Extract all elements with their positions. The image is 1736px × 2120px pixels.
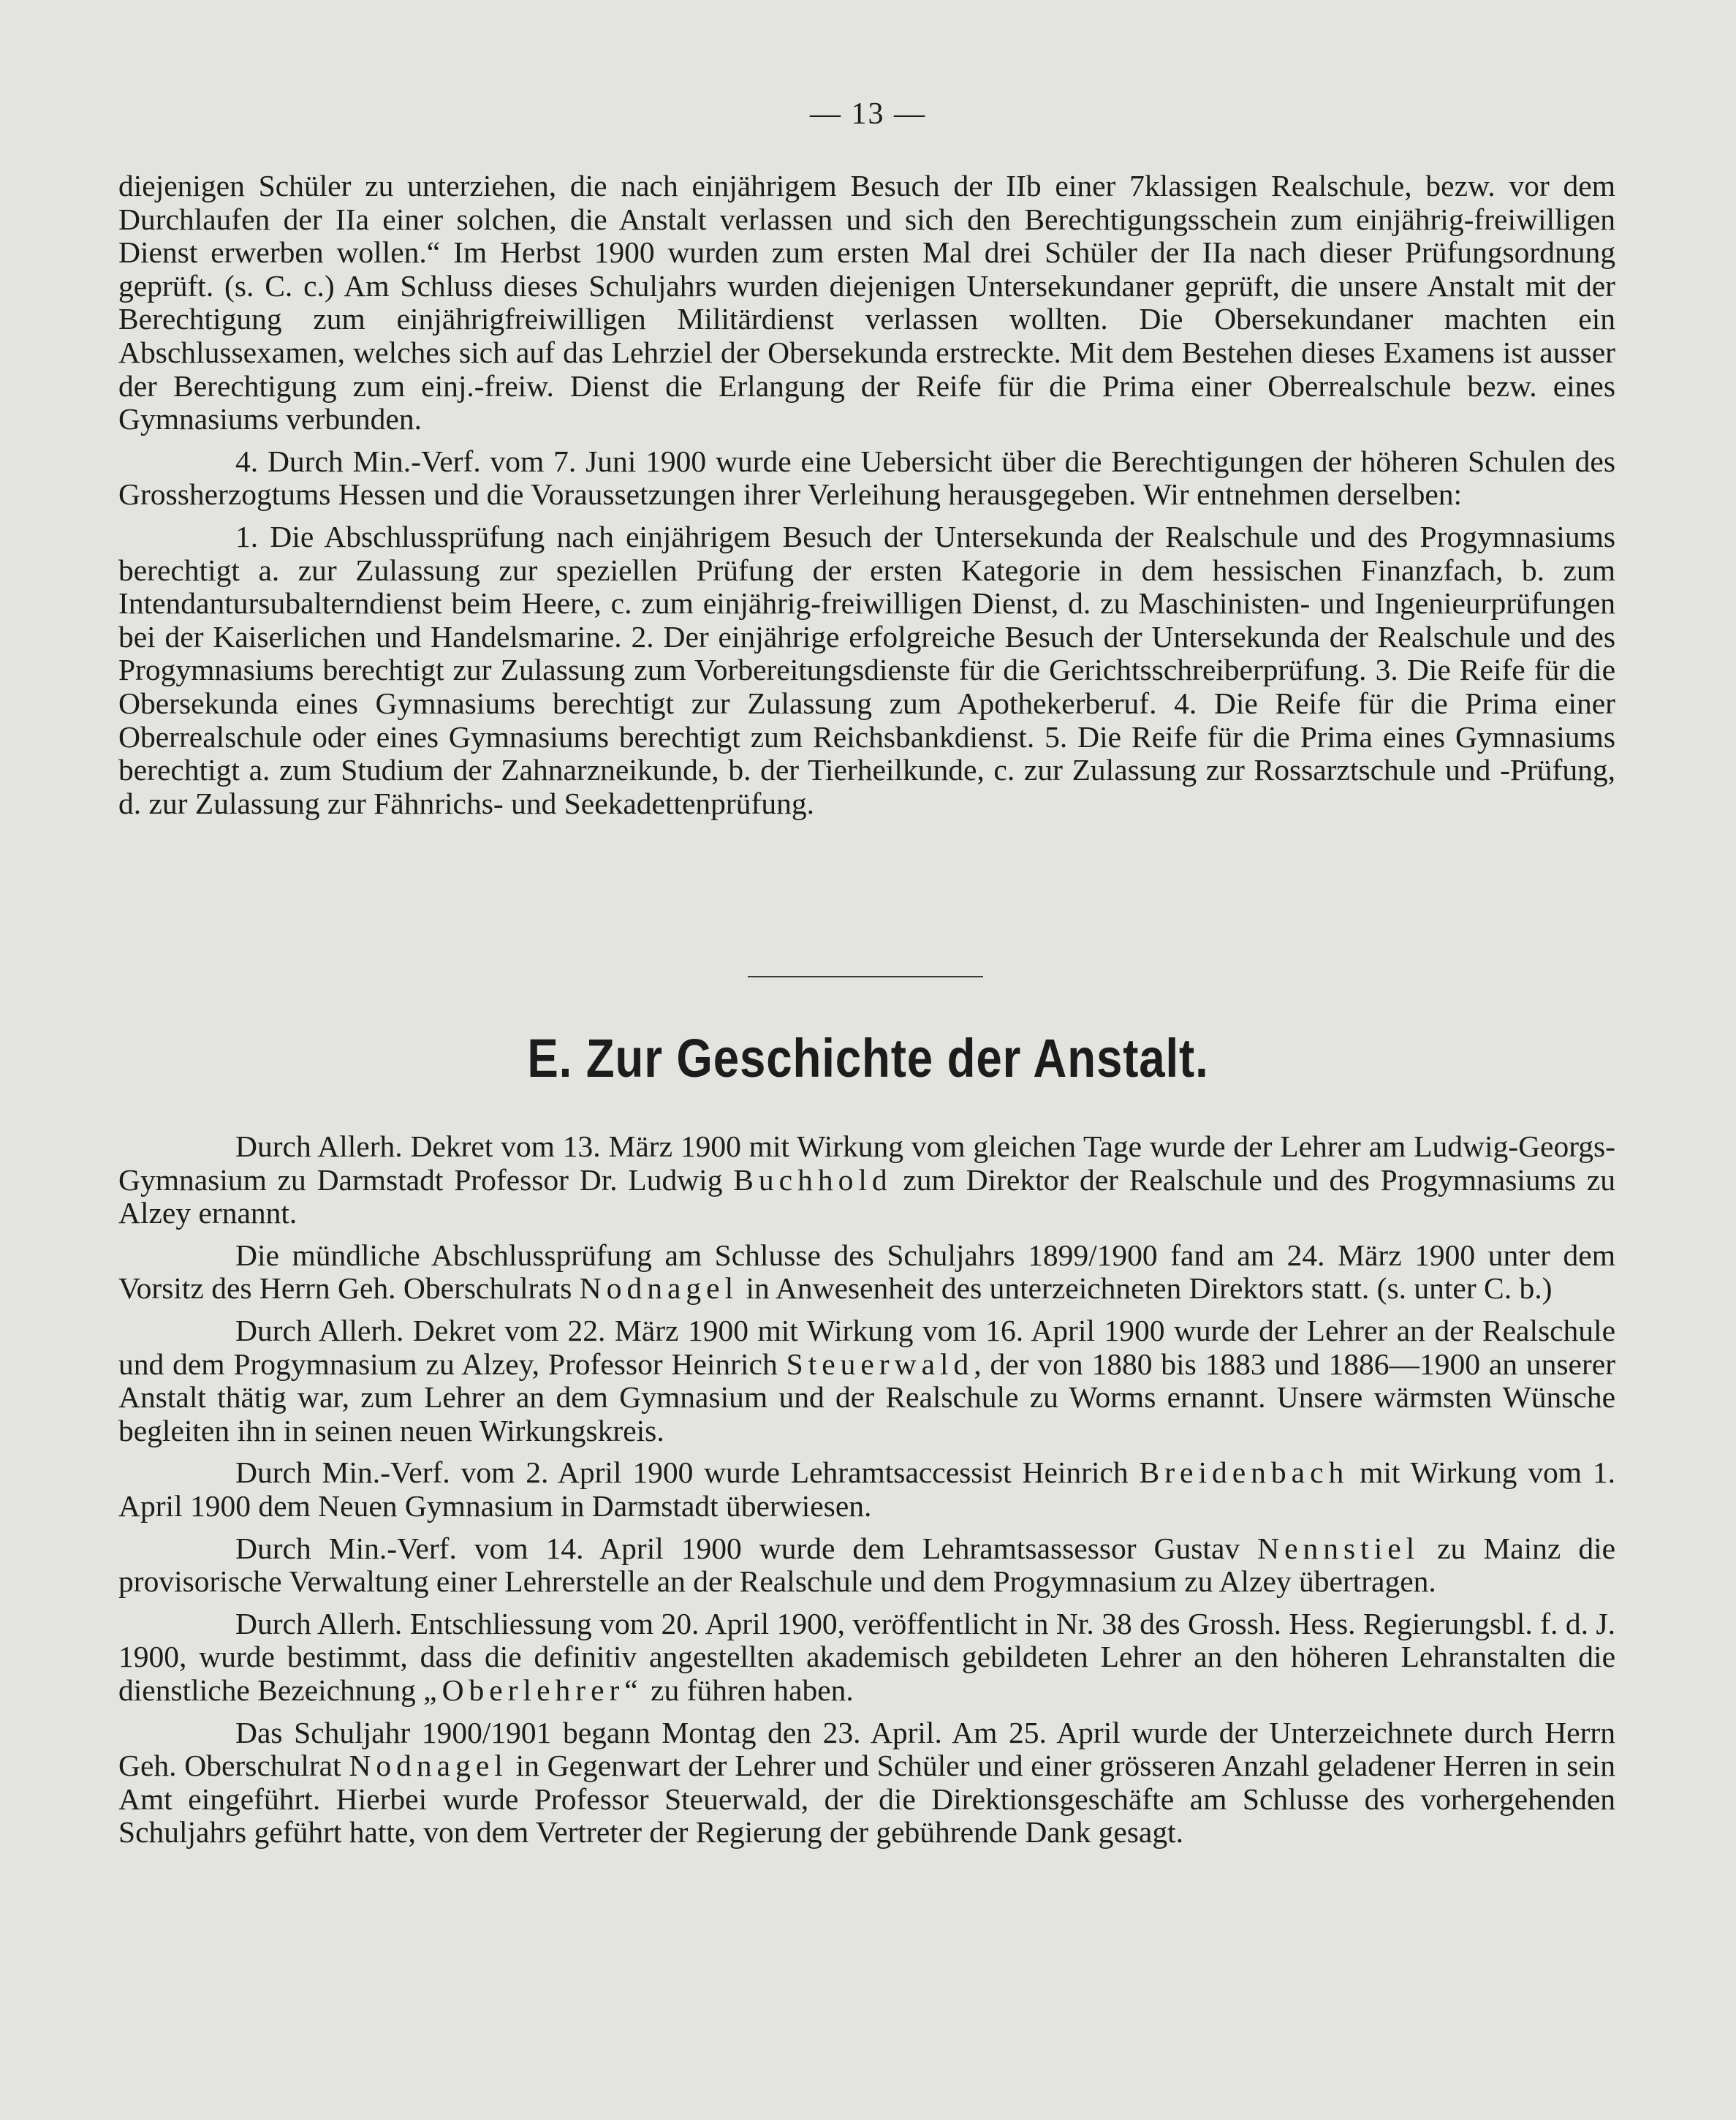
paragraph-text: Durch Allerh. Dekret vom 13. März 1900 mit Wirkung vom gleichen Tage wurde der Lehrer am Ludwig-Georgs-Gymnasium zu Darmstadt Professor Dr. Ludwig [118, 1129, 1615, 1197]
paragraph [118, 1130, 1615, 1230]
person-name: Nodnagel [349, 1749, 508, 1783]
person-name: Nodnagel [579, 1271, 739, 1306]
paragraph: diejenigen Schüler zu unterziehen, die nach einjährigem Besuch der IIb einer 7klassigen Realschule, bezw. vor dem Durchlaufen der IIa einer solchen, die Anstalt verlassen und sich den Berechtigungsschein zum einjährig-freiwilligen Dienst erwerben wollen.“ Im Herbst 1900 wurden zum ersten Mal drei Schüler der IIa nach dieser Prüfungsordnung geprüft. (s. C. c.) Am Schluss dieses Schuljahrs wurden diejenigen Untersekundaner geprüft, die unsere Anstalt mit der Berechtigung zum einjährigfreiwilligen Militärdienst verlassen wollten. Die Obersekundaner machten ein Abschlussexamen, welches sich auf das Lehrziel der Obersekunda erstreckte. Mit dem Bestehen dieses Examens ist ausser der Berechtigung zum einj.-freiw. Dienst die Erlangung der Reife für die Prima einer Oberrealschule bezw. eines Gymnasiums verbunden. [118, 169, 1615, 436]
person-name: Buchhold [733, 1162, 892, 1197]
section-heading: E. Zur Geschichte der Anstalt. [527, 1028, 1209, 1089]
paragraph-text: Durch Min.-Verf. vom 2. April 1900 wurde Lehramtsaccessist Heinrich [235, 1455, 1129, 1490]
paragraph-text: , der von 1880 bis 1883 und 1886—1900 an unserer Anstalt thätig war, zum Lehrer an dem Gymnasium und der Realschule zu Worms ernannt. Unsere wärmsten Wünsche begleiten ihn in seinen neuen Wirkungskreis. [118, 1347, 1616, 1447]
section-d-text [118, 170, 1615, 829]
paragraph [118, 1239, 1615, 1306]
paragraph-text: Das Schuljahr 1900/1901 begann Montag den 23. April. Am 25. April wurde der Unterzeichnete durch Herrn Geh. Oberschulrat [118, 1715, 1615, 1783]
paragraph [118, 1456, 1615, 1523]
term: „Oberlehrer“ [423, 1673, 643, 1707]
paragraph: 4. Durch Min.-Verf. vom 7. Juni 1900 wurde eine Uebersicht über die Berechtigungen der höheren Schulen des Grossherzogtums Hessen und die Voraussetzungen ihrer Verleihung herausgegeben. Wir entnehmen derselben: [118, 444, 1615, 512]
paragraph-text: zu führen haben. [651, 1673, 854, 1707]
section-divider [748, 976, 983, 977]
paragraph [118, 1314, 1615, 1447]
paragraph-text: Durch Min.-Verf. vom 14. April 1900 wurde dem Lehramtsassessor Gustav [235, 1531, 1240, 1565]
paragraph-text: zu Mainz die provisorische Verwaltung einer Lehrerstelle an der Realschule und dem Progymnasium zu Alzey übertragen. [118, 1531, 1616, 1599]
section-e-text [118, 1130, 1615, 1858]
paragraph-text: Die mündliche Abschlussprüfung am Schlusse des Schuljahrs 1899/1900 fand am 24. März 1900 unter dem Vorsitz des Herrn Geh. Oberschulrats [118, 1238, 1615, 1306]
paragraph [118, 1716, 1615, 1850]
paragraph-text: Durch Allerh. Dekret vom 22. März 1900 mit Wirkung vom 16. April 1900 wurde der Lehrer an der Realschule und dem Progymnasium zu Alzey, Professor Heinrich [118, 1313, 1615, 1381]
paragraph [118, 1608, 1615, 1708]
person-name: Steuerwald [786, 1347, 974, 1381]
paragraph-text: in Gegenwart der Lehrer und Schüler und einer grösseren Anzahl geladener Herren in sein Amt eingeführt. Hierbei wurde Professor Steuerwald, der die Direktionsgeschäfte am Schlusse des vorhergehenden Schuljahrs geführt hatte, von dem Vertreter der Regierung der gebührende Dank gesagt. [118, 1749, 1616, 1850]
page-number: — 13 — [810, 97, 926, 131]
paragraph [118, 1532, 1615, 1599]
paragraph: 1. Die Abschlussprüfung nach einjährigem Besuch der Untersekunda der Realschule und des Progymnasiums berechtigt a. zur Zulassung zur speziellen Prüfung der ersten Kategorie in dem hessischen Finanzfach, b. zum Intendantursubalterndienst beim Heere, c. zum einjährig-freiwilligen Dienst, d. zu Maschinisten- und Ingenieurprüfungen bei der Kaiserlichen und Handelsmarine. 2. Der einjährige erfolgreiche Besuch der Untersekunda der Realschule und des Progymnasiums berechtigt zur Zulassung zum Vorbereitungsdienste für die Gerichtsschreiberprüfung. 3. Die Reife für die Obersekunda eines Gymnasiums berechtigt zur Zulassung zum Apothekerberuf. 4. Die Reife für die Prima einer Oberrealschule oder eines Gymnasiums berechtigt zum Reichsbankdienst. 5. Die Reife für die Prima eines Gymnasiums berechtigt a. zum Studium der Zahnarzneikunde, b. der Tierheilkunde, c. zur Zulassung zur Rossarztschule und -Prüfung, d. zur Zulassung zur Fähnrichs- und Seekadettenprüfung. [118, 519, 1615, 820]
paragraph-text: zum Direktor der Realschule und des Progymnasiums zu Alzey ernannt. [118, 1162, 1616, 1230]
paragraph-text: mit Wirkung vom 1. April 1900 dem Neuen Gymnasium in Darmstadt überwiesen. [118, 1455, 1616, 1523]
person-name: Breidenbach [1139, 1455, 1349, 1490]
paragraph-text: Durch Allerh. Entschliessung vom 20. April 1900, veröffentlicht in Nr. 38 des Grossh. Hess. Regierungsbl. f. d. J. 1900, wurde bestimmt, dass die definitiv angestellten akademisch gebildeten Lehrer an den höheren Lehranstalten die dienstliche Bezeichnung [118, 1606, 1615, 1707]
person-name: Nennstiel [1257, 1531, 1420, 1565]
paragraph-text: in Anwesenheit des unterzeichneten Direktors statt. (s. unter C. b.) [746, 1271, 1553, 1306]
